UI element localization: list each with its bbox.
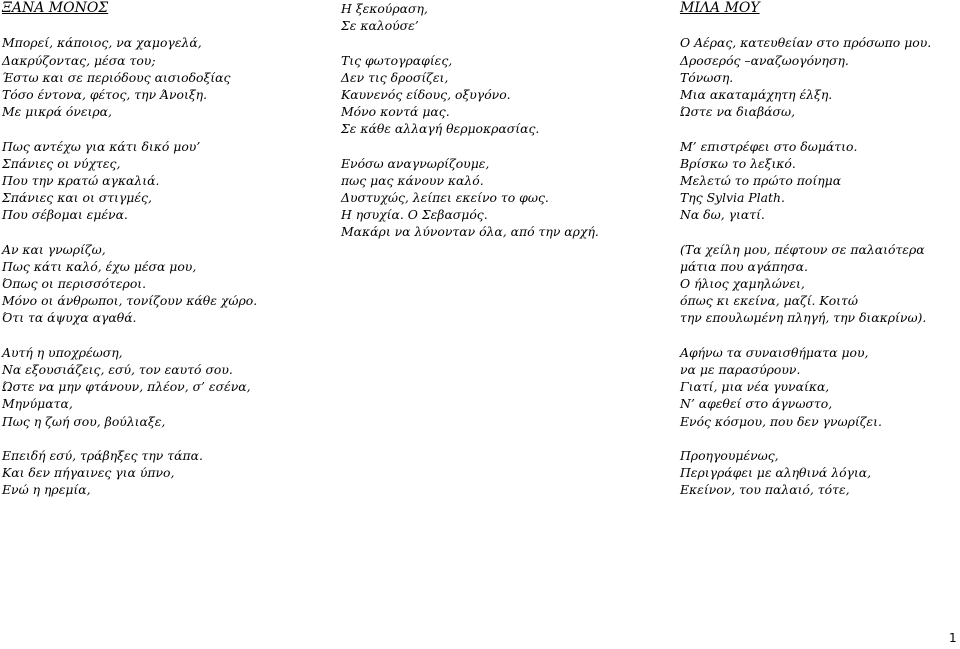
poem-line: Ώστε να μην φτάνουν, πλέον, σ’ εσένα, xyxy=(2,379,251,395)
poem-line: Ενός κόσμου, που δεν γνωρίζει. xyxy=(680,413,882,429)
poem-line: Τόνωση. xyxy=(680,69,734,85)
poem-line: Μελετώ το πρώτο ποίημα xyxy=(680,172,842,188)
poem-line: Βρίσκω το λεξικό. xyxy=(680,155,796,171)
poem-line: πως μας κάνουν καλό. xyxy=(341,172,484,188)
poem-line: να με παρασύρουν. xyxy=(680,361,801,377)
poem-line: Πως αντέχω για κάτι δικό μου’ xyxy=(2,138,201,154)
poem-line: Γιατί, μια νέα γυναίκα, xyxy=(680,379,830,395)
poem-body xyxy=(341,0,641,241)
stanza-break xyxy=(680,120,960,137)
poem-line: (Τα χείλη μου, πέφτουν σε παλαιότερα xyxy=(680,241,925,257)
stanza-break xyxy=(341,138,641,155)
poem-line: Τις φωτογραφίες, xyxy=(341,52,453,68)
poem-line: Που την κρατώ αγκαλιά. xyxy=(2,172,160,188)
poem-line: Εκείνον, του παλαιό, τότε, xyxy=(680,482,850,498)
poem-line: Επειδή εσύ, τράβηξες την τάπα. xyxy=(2,447,203,463)
stanza-break xyxy=(2,120,302,137)
poem-line: Δεν τις δροσίζει, xyxy=(341,69,449,85)
poem-title: ΜΙΛΑ ΜΟΥ xyxy=(680,0,760,16)
poem-line: Αυτή η υποχρέωση, xyxy=(2,344,123,360)
poem-line: Ώστε να διαβάσω, xyxy=(680,104,796,120)
poem-line: Μόνο κοντά μας. xyxy=(341,104,450,120)
poem-line: Μηνύματα, xyxy=(2,396,73,412)
poem-line: Περιγράφει με αληθινά λόγια, xyxy=(680,465,872,481)
poem-line: Δροσερός –αναζωογόνηση. xyxy=(680,52,849,68)
stanza-break xyxy=(2,327,302,344)
poem-line: Ενώ η ηρεμία, xyxy=(2,482,91,498)
stanza-break xyxy=(2,17,302,34)
poem-line: μάτια που αγάπησα. xyxy=(680,258,808,274)
poem-line: την επουλωμένη πληγή, την διακρίνω). xyxy=(680,310,927,326)
poem-line: Ενόσω αναγνωρίζουμε, xyxy=(341,155,490,171)
poem-body xyxy=(680,17,960,498)
poem-column-3 xyxy=(680,0,960,498)
poem-line: Μια ακαταμάχητη έλξη. xyxy=(680,86,833,102)
poem-line: Η ησυχία. Ο Σεβασμός. xyxy=(341,207,488,223)
poem-line: Που σέβομαι εμένα. xyxy=(2,207,128,223)
page-number: 1 xyxy=(949,631,957,645)
poem-line: Ν’ αφεθεί στο άγνωστο, xyxy=(680,396,833,412)
poem-line: Μόνο οι άνθρωποι, τονίζουν κάθε χώρο. xyxy=(2,293,258,309)
poem-line: Τόσο έντονα, φέτος, την Άνοιξη. xyxy=(2,86,208,102)
stanza-break xyxy=(680,17,960,34)
poem-line: Σπάνιες οι νύχτες, xyxy=(2,155,121,171)
poem-line: Της Sylvia Plath. xyxy=(680,190,785,206)
poem-line: Δυστυχώς, λείπει εκείνο το φως. xyxy=(341,190,549,206)
poem-line: Σε καλούσε’ xyxy=(341,18,419,34)
stanza-break xyxy=(680,430,960,447)
poem-line: Ο ήλιος χαμηλώνει, xyxy=(680,276,805,291)
poem-line: Πως η ζωή σου, βούλιαξε, xyxy=(2,413,166,429)
poem-line: Μ’ επιστρέφει στο δωμάτιο. xyxy=(680,138,858,154)
poem-column-1 xyxy=(2,0,302,498)
stanza-break xyxy=(680,327,960,344)
stanza-break xyxy=(2,223,302,240)
poem-line: Καυνενός είδους, οξυγόνο. xyxy=(341,86,511,102)
poem-line: Ότι τα άψυχα αγαθά. xyxy=(2,310,137,326)
stanza-break xyxy=(2,430,302,447)
poem-line: Σε κάθε αλλαγή θερμοκρασίας. xyxy=(341,121,540,137)
poem-line: Αφήνω τα συναισθήματα μου, xyxy=(680,344,869,360)
stanza-break xyxy=(680,223,960,240)
poem-line: Αν και γνωρίζω, xyxy=(2,241,106,257)
poem-line: Και δεν πήγαινες για ύπνο, xyxy=(2,465,175,481)
poem-line: Σπάνιες και οι στιγμές, xyxy=(2,190,152,206)
poem-line: όπως κι εκείνα, μαζί. Κοιτώ xyxy=(680,293,858,309)
stanza-break xyxy=(341,34,641,51)
poem-line: Προηγουμένως, xyxy=(680,447,779,463)
poem-line: Έστω και σε περιόδους αισιοδοξίας xyxy=(2,69,231,85)
poem-line: Δακρύζοντας, μέσα του; xyxy=(2,52,156,68)
poem-title: ΞΑΝΑ ΜΟΝΟΣ xyxy=(2,0,109,16)
poem-line: Με μικρά όνειρα, xyxy=(2,104,112,120)
poem-line: Μπορεί, κάποιος, να χαμογελά, xyxy=(2,35,202,51)
poem-column-2 xyxy=(341,0,641,241)
poem-line: Μακάρι να λύνονταν όλα, από την αρχή. xyxy=(341,224,599,240)
poem-line: Να δω, γιατί. xyxy=(680,207,765,223)
poem-line: Να εξουσιάζεις, εσύ, τον εαυτό σου. xyxy=(2,361,233,377)
poem-line: Πως κάτι καλό, έχω μέσα μου, xyxy=(2,258,197,274)
poem-line: Όπως οι περισσότεροι. xyxy=(2,276,147,291)
poem-body xyxy=(2,17,302,498)
poem-line: Ο Αέρας, κατευθείαν στο πρόσωπο μου. xyxy=(680,35,932,51)
poem-line: Η ξεκούραση, xyxy=(341,1,428,16)
